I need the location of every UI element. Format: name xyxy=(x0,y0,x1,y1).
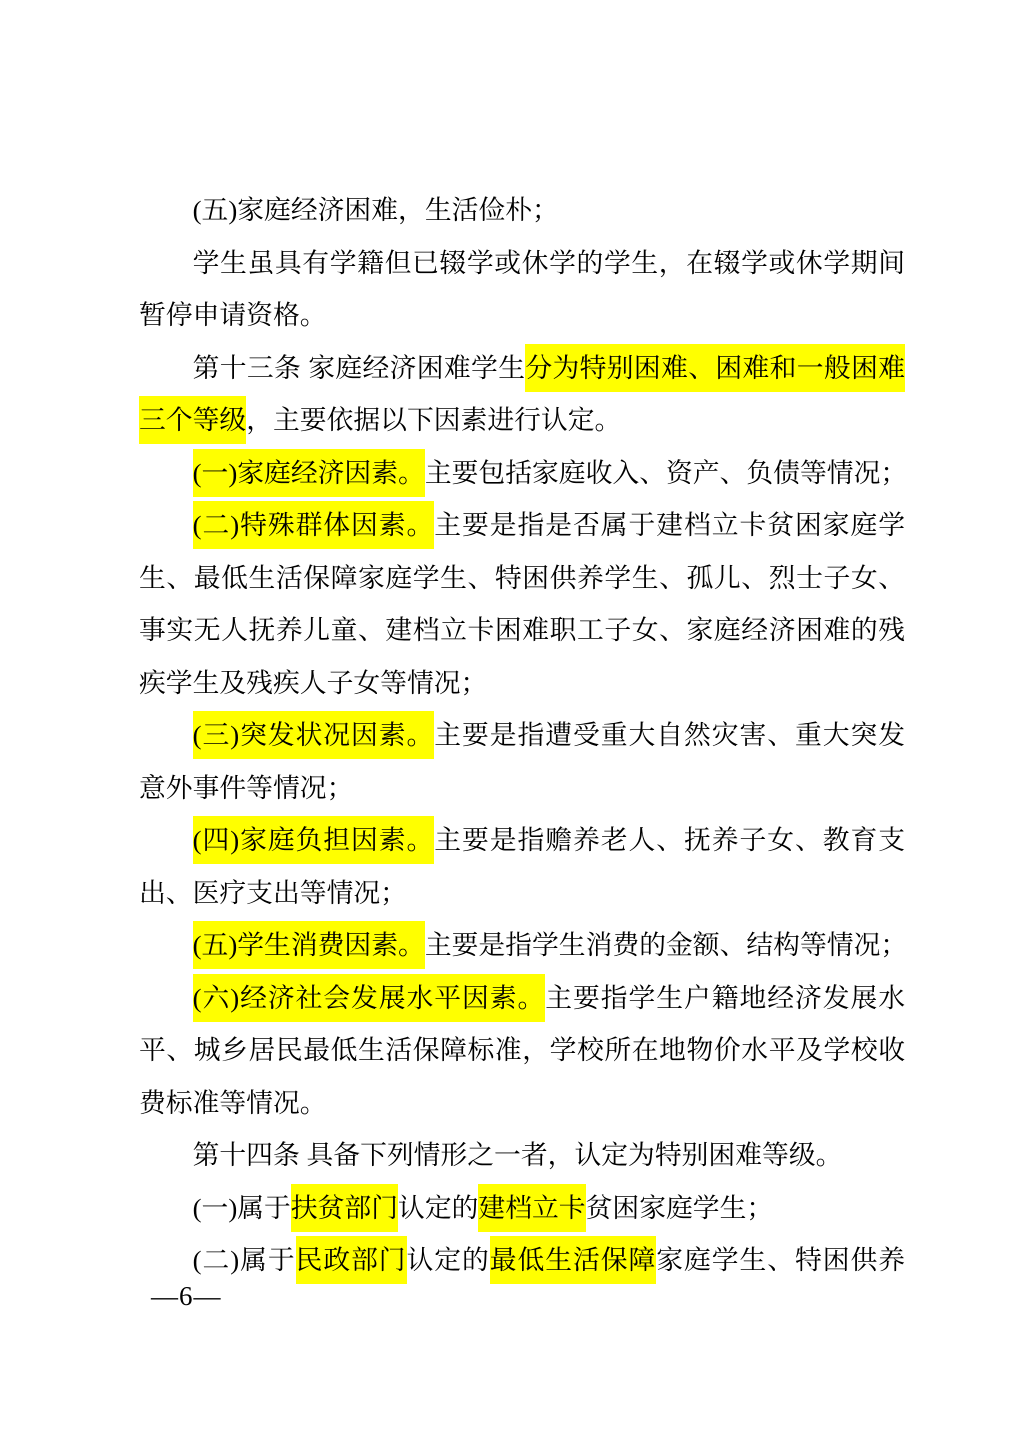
text-segment: 事实无人抚养儿童、建档立卡困难职工子女、家庭经济困难的残 xyxy=(139,615,905,645)
text-line xyxy=(139,1182,905,1235)
text-line xyxy=(139,604,905,657)
text-segment: 暂停申请资格。 xyxy=(139,300,327,330)
text-line xyxy=(139,867,905,920)
text-line xyxy=(139,289,905,342)
highlighted-text-segment: (五)学生消费因素。 xyxy=(193,921,425,969)
text-segment: 费标准等情况。 xyxy=(139,1087,327,1118)
highlighted-text-segment: 民政部门 xyxy=(296,1236,407,1284)
text-line xyxy=(139,1129,905,1182)
text-segment: 主要是指赡养老人、抚养子女、教育支 xyxy=(434,825,905,855)
text-segment: (二)属于 xyxy=(192,1245,296,1275)
text-segment: 贫困家庭学生； xyxy=(585,1192,774,1223)
text-line xyxy=(139,1234,905,1287)
text-segment: 出、医疗支出等情况； xyxy=(139,877,407,908)
text-line xyxy=(139,447,908,500)
text-line xyxy=(139,342,905,395)
text-line xyxy=(139,657,905,710)
text-segment: 疾学生及残疾人子女等情况； xyxy=(139,667,488,698)
text-segment: 主要包括家庭收入、资产、负债等情况； xyxy=(424,457,908,488)
text-segment: (一)属于 xyxy=(192,1192,291,1223)
text-line xyxy=(139,1077,905,1130)
highlighted-text-segment: 三个等级 xyxy=(139,396,246,444)
highlighted-text-segment: 最低生活保障 xyxy=(490,1236,656,1284)
document-page-body xyxy=(139,184,908,1287)
text-segment: 家庭学生、特困供养 xyxy=(656,1245,906,1275)
text-segment: 意外事件等情况； xyxy=(139,772,354,803)
text-line xyxy=(139,1024,905,1077)
text-line xyxy=(139,814,905,867)
highlighted-text-segment: 扶贫部门 xyxy=(291,1184,398,1232)
highlighted-text-segment: (六)经济社会发展水平因素。 xyxy=(193,974,546,1022)
text-segment: 主要指学生户籍地经济发展水 xyxy=(545,982,905,1013)
text-line xyxy=(139,552,905,605)
text-segment: 学生虽具有学籍但已辍学或休学的学生，在辍学或休学期间 xyxy=(192,247,905,278)
text-line xyxy=(139,237,905,290)
text-line xyxy=(139,972,905,1025)
highlighted-text-segment: (四)家庭负担因素。 xyxy=(193,816,435,864)
text-segment: 主要是指学生消费的金额、结构等情况； xyxy=(424,930,908,960)
text-line xyxy=(139,499,905,552)
text-segment: 生、最低生活保障家庭学生、特困供养学生、孤儿、烈士子女、 xyxy=(139,562,905,593)
text-line xyxy=(139,184,905,237)
text-segment: ，主要依据以下因素进行认定。 xyxy=(246,405,622,435)
text-segment: 主要是指是否属于建档立卡贫困家庭学 xyxy=(434,510,905,540)
highlighted-text-segment: (二)特殊群体因素。 xyxy=(193,501,435,549)
text-segment: 第十四条 具备下列情形之一者，认定为特别困难等级。 xyxy=(192,1140,843,1170)
text-line xyxy=(139,394,905,447)
text-segment: 平、城乡居民最低生活保障标准，学校所在地物价水平及学校收 xyxy=(139,1035,905,1065)
text-segment: 认定的 xyxy=(398,1192,479,1223)
text-segment: (五)家庭经济困难，生活俭朴； xyxy=(192,195,559,225)
text-segment: 第十三条 家庭经济困难学生 xyxy=(192,352,526,383)
text-line xyxy=(139,762,905,815)
page-number: —6— xyxy=(151,1281,222,1311)
highlighted-text-segment: 分为特别困难、困难和一般困难 xyxy=(525,344,905,392)
text-line xyxy=(139,709,905,762)
text-segment: 主要是指遭受重大自然灾害、重大突发 xyxy=(434,720,905,750)
text-line xyxy=(139,919,908,972)
highlighted-text-segment: (三)突发状况因素。 xyxy=(193,711,435,759)
text-segment: 认定的 xyxy=(406,1245,490,1275)
highlighted-text-segment: (一)家庭经济因素。 xyxy=(193,449,425,497)
highlighted-text-segment: 建档立卡 xyxy=(478,1184,585,1232)
